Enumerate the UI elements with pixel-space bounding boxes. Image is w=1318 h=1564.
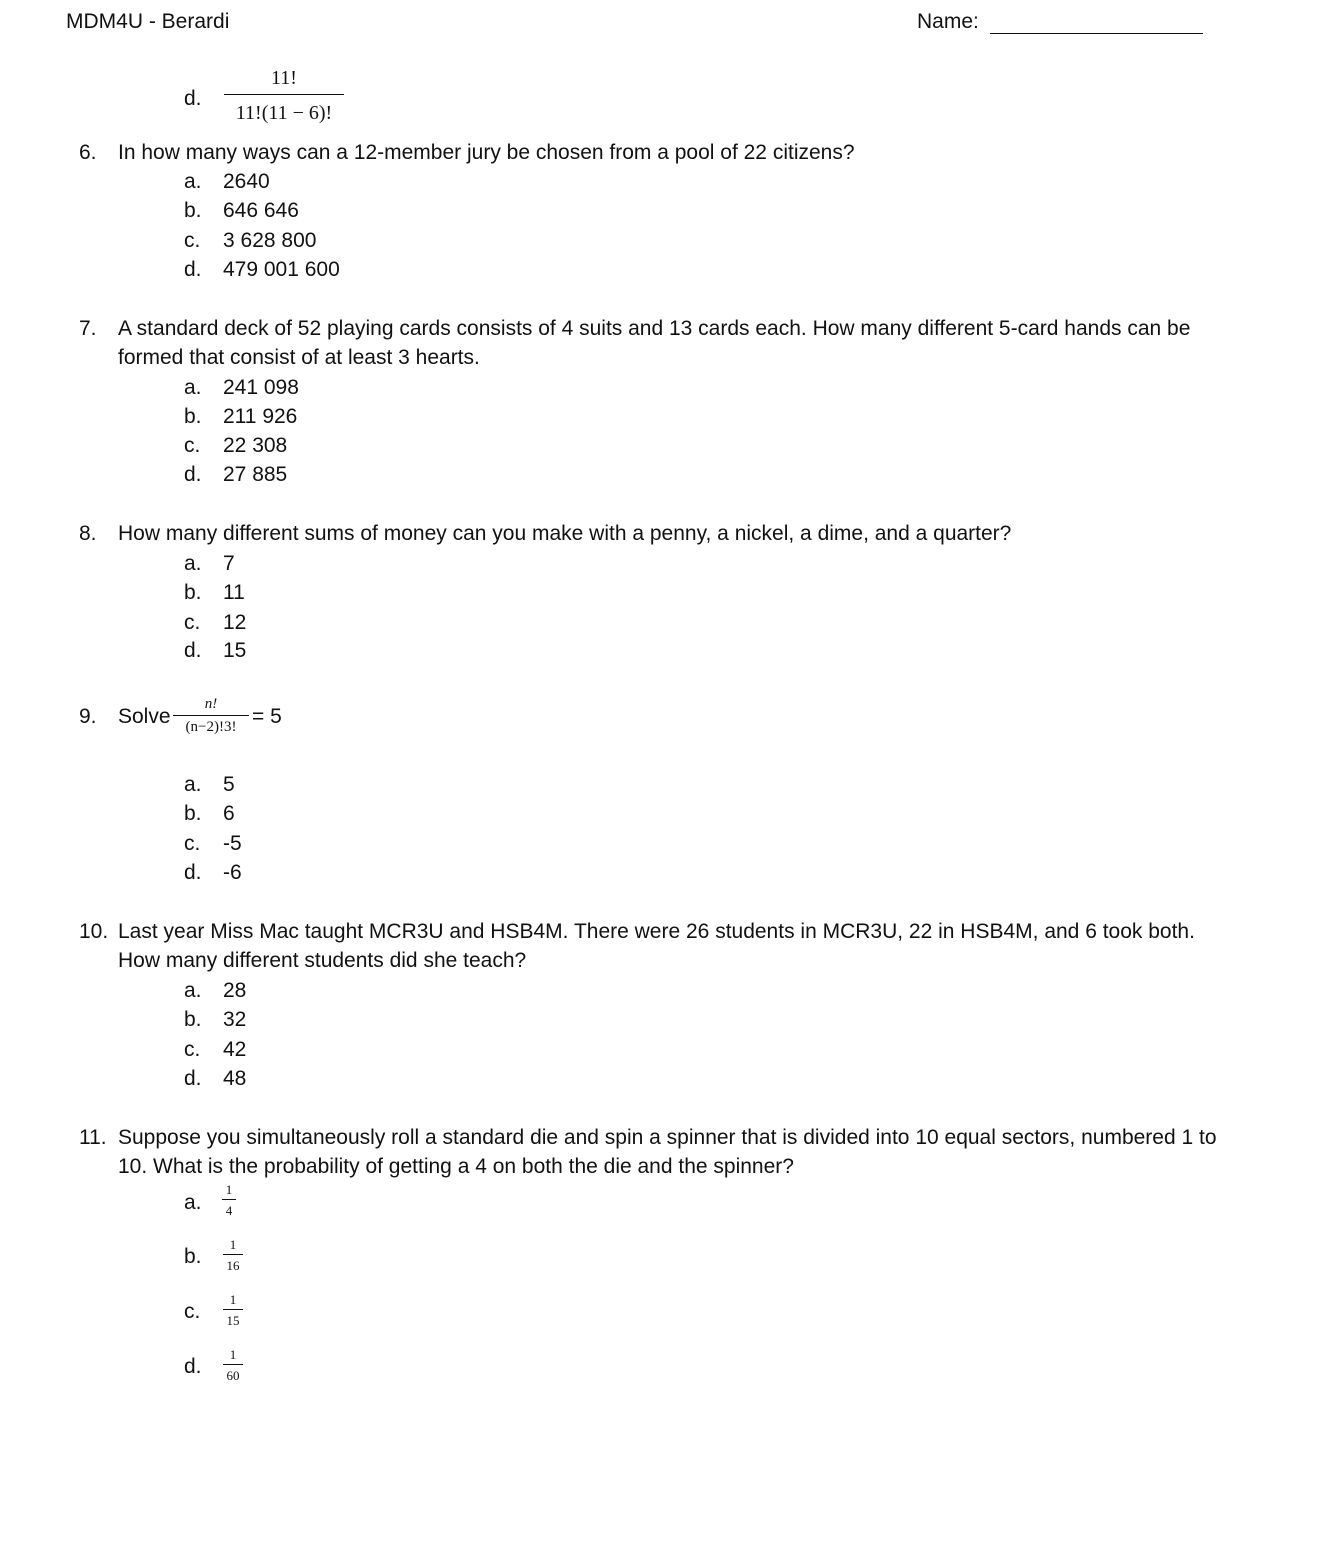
option-letter: b. xyxy=(184,405,202,428)
fraction-denominator: 15 xyxy=(226,1313,240,1328)
question-number: 7. xyxy=(79,317,97,340)
q11-b-fraction xyxy=(221,1237,245,1273)
question-text: Solve xyxy=(118,705,171,728)
option-value: 6 xyxy=(223,802,235,825)
option-value: 11 xyxy=(223,581,245,604)
option-value: 12 xyxy=(223,611,247,634)
name-blank-line xyxy=(990,33,1203,34)
option-value: 48 xyxy=(223,1067,247,1090)
fraction-denominator: 16 xyxy=(226,1258,240,1273)
option-letter: d. xyxy=(184,1067,202,1090)
option-letter: c. xyxy=(184,832,201,855)
fraction-bar xyxy=(223,1309,243,1310)
option-letter: b. xyxy=(184,802,202,825)
question-number: 6. xyxy=(79,141,97,164)
option-value: 479 001 600 xyxy=(223,258,340,281)
option-letter: b. xyxy=(184,1008,202,1031)
option-value: 5 xyxy=(223,773,235,796)
option-letter: c. xyxy=(184,1038,201,1061)
fraction-numerator: 1 xyxy=(225,1182,233,1197)
option-letter: a. xyxy=(184,552,202,575)
q9-fraction xyxy=(173,695,249,736)
option-value: 7 xyxy=(223,552,235,575)
question-text: A standard deck of 52 playing cards consists of 4 suits and 13 cards each. How many different 5-card hands can be formed that consist of at least 3 hearts. xyxy=(118,317,1191,369)
course-title: MDM4U - Berardi xyxy=(66,10,230,33)
q5-d-fraction xyxy=(224,66,344,125)
fraction-numerator: 1 xyxy=(229,1292,237,1307)
option-letter: d. xyxy=(184,861,202,884)
option-value: 22 308 xyxy=(223,434,288,457)
option-letter: c. xyxy=(184,229,201,252)
q11-d-fraction xyxy=(221,1347,245,1383)
option-value: -6 xyxy=(223,861,242,884)
option-value: 2640 xyxy=(223,170,270,193)
option-letter: d. xyxy=(184,639,202,662)
name-label: Name: xyxy=(917,10,979,33)
option-letter: d. xyxy=(184,87,202,110)
fraction-numerator: n! xyxy=(204,696,218,712)
fraction-bar xyxy=(222,1199,236,1200)
fraction-denominator: (n−2)!3! xyxy=(185,719,237,735)
option-letter: a. xyxy=(184,170,202,193)
option-value: 15 xyxy=(223,639,247,662)
fraction-numerator: 1 xyxy=(229,1237,237,1252)
q11-a-fraction xyxy=(219,1182,239,1218)
option-letter: a. xyxy=(184,376,202,399)
option-letter: a. xyxy=(184,979,202,1002)
question-text: Suppose you simultaneously roll a standard die and spin a spinner that is divided into 10 equal sectors, numbered 1 to 10. What is the probability of getting a 4 on both the die and the spinner? xyxy=(118,1126,1217,1178)
option-value: -5 xyxy=(223,832,242,855)
option-value: 211 926 xyxy=(223,405,298,428)
option-letter: a. xyxy=(184,1191,202,1214)
option-letter: b. xyxy=(184,1245,202,1268)
fraction-numerator: 11! xyxy=(271,67,297,89)
option-value: 646 646 xyxy=(223,199,299,222)
option-letter: d. xyxy=(184,258,202,281)
fraction-bar xyxy=(223,1364,243,1365)
question-text: How many different sums of money can you make with a penny, a nickel, a dime, and a quarter? xyxy=(118,522,1012,545)
option-letter: b. xyxy=(184,581,202,604)
question-number: 11. xyxy=(79,1126,107,1149)
fraction-bar xyxy=(223,1254,243,1255)
option-value: 32 xyxy=(223,1008,247,1031)
option-value: 3 628 800 xyxy=(223,229,317,252)
option-letter: c. xyxy=(184,1300,201,1323)
fraction-denominator: 11!(11 − 6)! xyxy=(235,102,333,124)
q9-rhs: = 5 xyxy=(252,705,282,728)
question-number: 10. xyxy=(79,920,109,943)
option-letter: d. xyxy=(184,1355,202,1378)
question-text: In how many ways can a 12-member jury be chosen from a pool of 22 citizens? xyxy=(118,141,855,164)
fraction-bar xyxy=(173,715,249,716)
option-letter: c. xyxy=(184,434,201,457)
option-letter: b. xyxy=(184,199,202,222)
option-value: 28 xyxy=(223,979,247,1002)
option-letter: c. xyxy=(184,611,201,634)
option-value: 241 098 xyxy=(223,376,299,399)
q11-c-fraction xyxy=(221,1292,245,1328)
fraction-denominator: 60 xyxy=(226,1368,240,1383)
option-letter: d. xyxy=(184,463,202,486)
option-letter: a. xyxy=(184,773,202,796)
question-number: 9. xyxy=(79,705,97,728)
question-number: 8. xyxy=(79,522,97,545)
option-value: 27 885 xyxy=(223,463,288,486)
fraction-bar xyxy=(224,94,344,95)
question-text: Last year Miss Mac taught MCR3U and HSB4M. There were 26 students in MCR3U, 22 in HSB4M, and 6 took both. How many different students did she teach? xyxy=(118,920,1195,972)
fraction-denominator: 4 xyxy=(225,1203,233,1218)
option-value: 42 xyxy=(223,1038,247,1061)
fraction-numerator: 1 xyxy=(229,1347,237,1362)
